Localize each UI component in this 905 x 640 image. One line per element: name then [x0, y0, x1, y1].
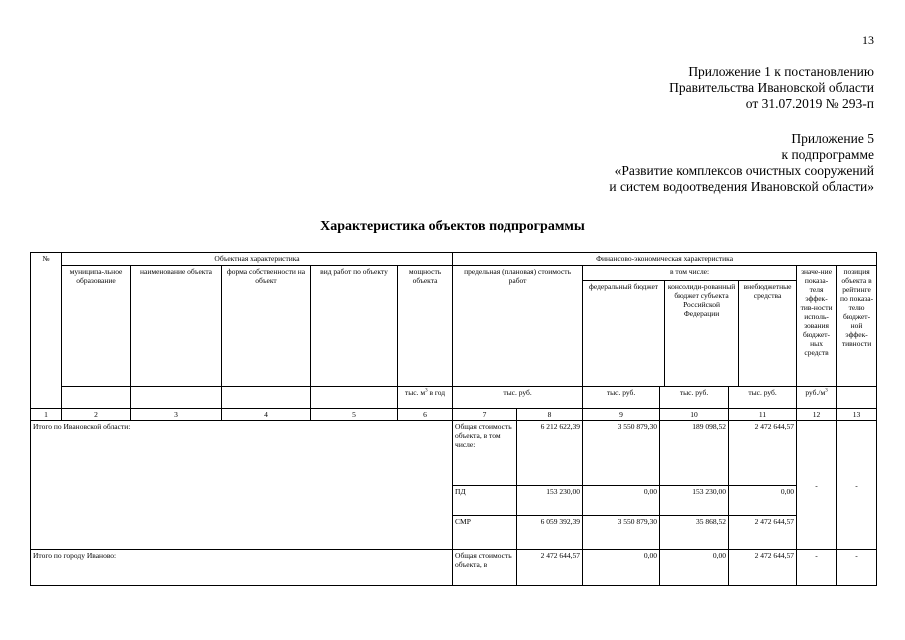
units-empty: [222, 387, 311, 409]
cell-indicator: -: [797, 550, 837, 586]
cell-total: 6 059 392,39: [517, 516, 583, 550]
header-consolidated: консолиди-рованный бюджет субъекта Российской Федерации: [665, 281, 739, 386]
appendix-5-line: к подпрограмме: [781, 147, 874, 162]
column-number: 3: [131, 409, 222, 421]
objects-table: [30, 252, 877, 586]
table-row: [31, 550, 877, 586]
appendix-5-heading: [609, 131, 874, 195]
region-total-label: Итого по Ивановской области:: [31, 421, 453, 550]
appendix-5-line: Приложение 5: [791, 131, 874, 146]
cell-total: 2 472 644,57: [517, 550, 583, 586]
header-object-characteristic: Объектная характеристика: [62, 253, 453, 266]
units-consolidated: тыс. руб.: [660, 387, 729, 409]
column-number: 2: [62, 409, 131, 421]
row-type: СМР: [453, 516, 517, 550]
city-total-label: Итого по городу Иваново:: [31, 550, 453, 586]
cell-federal: 0,00: [583, 550, 660, 586]
column-number: 5: [311, 409, 398, 421]
row-type: Общая стоимость объекта, в том числе:: [453, 421, 517, 486]
column-number: 9: [583, 409, 660, 421]
units-extrabudget: тыс. руб.: [729, 387, 797, 409]
header-federal: федеральный бюджет: [583, 281, 665, 386]
column-number: 4: [222, 409, 311, 421]
appendix-5-line: и систем водоотведения Ивановской области»: [609, 179, 874, 194]
header-object-name: наименование объекта: [131, 266, 222, 387]
cell-total: 153 230,00: [517, 486, 583, 516]
cell-consolidated: 189 098,52: [660, 421, 729, 486]
header-extrabudget: внебюджетные средства: [743, 282, 792, 300]
table-row: [31, 421, 877, 486]
column-number: 1: [31, 409, 62, 421]
units-federal: тыс. руб.: [583, 387, 660, 409]
appendix-1-line: от 31.07.2019 № 293-п: [745, 96, 874, 111]
cell-federal: 0,00: [583, 486, 660, 516]
column-number: 12: [797, 409, 837, 421]
table-units-row: [31, 387, 877, 409]
appendix-1-line: Приложение 1 к постановлению: [688, 64, 874, 79]
cell-extrabudget: 2 472 644,57: [729, 421, 797, 486]
header-work-type: вид работ по объекту: [311, 266, 398, 387]
appendix-5-line: «Развитие комплексов очистных сооружений: [614, 163, 874, 178]
table-header-row: [31, 266, 877, 387]
header-municipality: муниципа-льное образование: [62, 266, 131, 387]
units-empty: [62, 387, 131, 409]
cell-consolidated: 0,00: [660, 550, 729, 586]
column-number: 6: [398, 409, 453, 421]
units-indicator: $руб./м^3$: [797, 387, 837, 409]
row-type: Общая стоимость объекта, в: [453, 550, 517, 586]
cell-federal: 3 550 879,30: [583, 516, 660, 550]
units-empty: [837, 387, 877, 409]
header-finance-characteristic: Финансово-экономическая характеристика: [453, 253, 877, 266]
units-capacity: тыс. $м^3$ в год: [398, 387, 453, 409]
header-rating-position: позиция объекта в рейтинге по показа-телю бюджет-ной эффек-тивности: [837, 266, 877, 387]
appendix-1-heading: [669, 64, 874, 112]
header-indicator-value: значе-ние показа-теля эффек-тив-ности исполь-зования бюджет-ных средств: [797, 266, 837, 387]
column-number: 13: [837, 409, 877, 421]
units-empty: [311, 387, 398, 409]
header-capacity: мощность объекта: [398, 266, 453, 387]
header-max-cost: предельная (плановая) стоимость работ: [453, 266, 583, 387]
header-ownership: форма собственности на объект: [222, 266, 311, 387]
cell-federal: 3 550 879,30: [583, 421, 660, 486]
cell-indicator: -: [797, 421, 837, 550]
cell-extrabudget: 0,00: [729, 486, 797, 516]
cell-rating: -: [837, 421, 877, 550]
units-empty: [131, 387, 222, 409]
units-cost: тыс. руб.: [453, 387, 583, 409]
document-title: Характеристика объектов подпрограммы: [320, 219, 585, 234]
cell-consolidated: 153 230,00: [660, 486, 729, 516]
cell-total: 6 212 622,39: [517, 421, 583, 486]
appendix-1-line: Правительства Ивановской области: [669, 80, 874, 95]
cell-consolidated: 35 868,52: [660, 516, 729, 550]
table-header-row: [31, 253, 877, 266]
header-including-block: [583, 266, 797, 387]
cell-rating: -: [837, 550, 877, 586]
page-number: 13: [862, 33, 874, 47]
column-number: 7: [453, 409, 517, 421]
column-number: 10: [660, 409, 729, 421]
cell-extrabudget: 2 472 644,57: [729, 550, 797, 586]
column-number: 8: [517, 409, 583, 421]
column-numbers-row: [31, 409, 877, 421]
row-type: ПД: [453, 486, 517, 516]
header-num: №: [31, 253, 62, 409]
column-number: 11: [729, 409, 797, 421]
header-including: в том числе:: [583, 266, 796, 281]
cell-extrabudget: 2 472 644,57: [729, 516, 797, 550]
